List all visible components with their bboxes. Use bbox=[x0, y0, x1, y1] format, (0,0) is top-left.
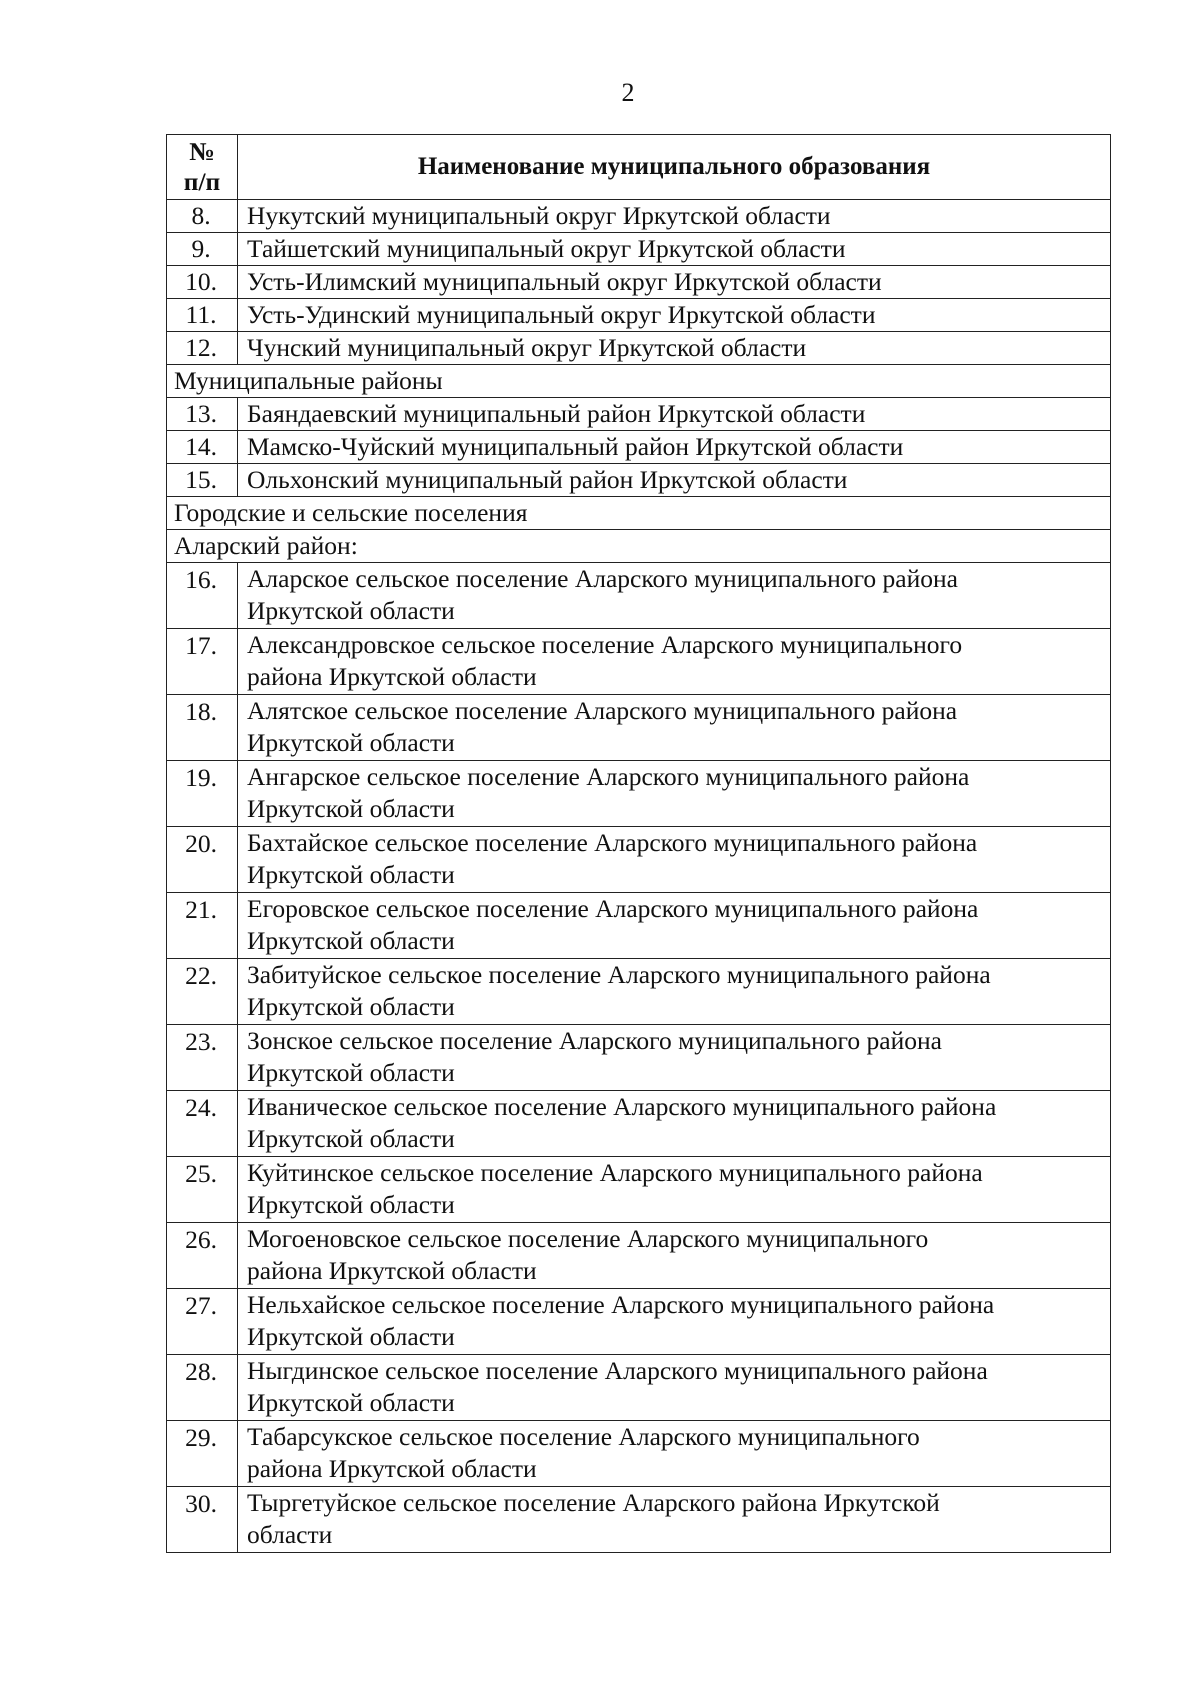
row-number: 25. bbox=[167, 1157, 238, 1223]
municipality-name-line1: Ангарское сельское поселение Аларского муниципального района bbox=[247, 762, 970, 791]
table-row bbox=[167, 266, 1111, 299]
page-number: 2 bbox=[621, 78, 635, 107]
row-number: 23. bbox=[167, 1025, 238, 1091]
municipality-name bbox=[238, 959, 1111, 1025]
table-row bbox=[167, 1223, 1111, 1289]
table-row bbox=[167, 959, 1111, 1025]
table-row bbox=[167, 233, 1111, 266]
table-row bbox=[167, 629, 1111, 695]
row-number: 13. bbox=[167, 398, 238, 431]
table-row bbox=[167, 1289, 1111, 1355]
municipality-name-line1: Аларское сельское поселение Аларского муниципального района bbox=[247, 564, 958, 593]
municipality-name-line1: Тыргетуйское сельское поселение Аларского района Иркутской bbox=[247, 1488, 940, 1517]
municipality-name: Усть-Илимский муниципальный округ Иркутской области bbox=[238, 266, 1111, 299]
row-number: 8. bbox=[167, 200, 238, 233]
municipality-name bbox=[238, 1289, 1111, 1355]
table-row bbox=[167, 332, 1111, 365]
row-number: 28. bbox=[167, 1355, 238, 1421]
municipality-name: Мамско-Чуйский муниципальный район Иркутской области bbox=[238, 431, 1111, 464]
municipality-name-line1: Егоровское сельское поселение Аларского муниципального района bbox=[247, 894, 979, 923]
municipality-name: Чунский муниципальный округ Иркутской области bbox=[238, 332, 1111, 365]
municipality-name: Усть-Удинский муниципальный округ Иркутской области bbox=[238, 299, 1111, 332]
row-number: 30. bbox=[167, 1487, 238, 1553]
section-title: Муниципальные районы bbox=[167, 365, 1111, 398]
municipality-name-line2: Иркутской области bbox=[247, 728, 455, 757]
municipality-name-line1: Алятское сельское поселение Аларского муниципального района bbox=[247, 696, 958, 725]
municipality-name-line2: Иркутской области bbox=[247, 794, 455, 823]
table-header-row bbox=[167, 135, 1111, 200]
table-row bbox=[167, 761, 1111, 827]
table-row bbox=[167, 893, 1111, 959]
row-number: 29. bbox=[167, 1421, 238, 1487]
municipality-name bbox=[238, 1025, 1111, 1091]
row-number: 22. bbox=[167, 959, 238, 1025]
row-number: 19. bbox=[167, 761, 238, 827]
row-number: 16. bbox=[167, 563, 238, 629]
municipality-name-line1: Нельхайское сельское поселение Аларского муниципального района bbox=[247, 1290, 995, 1319]
municipality-name-line1: Забитуйское сельское поселение Аларского муниципального района bbox=[247, 960, 991, 989]
municipality-name-line2: Иркутской области bbox=[247, 1124, 455, 1153]
municipality-name-line1: Зонское сельское поселение Аларского муниципального района bbox=[247, 1026, 942, 1055]
municipality-name-line1: Могоеновское сельское поселение Аларского муниципального bbox=[247, 1224, 929, 1253]
table-row bbox=[167, 464, 1111, 497]
municipality-name bbox=[238, 827, 1111, 893]
municipality-name-line2: Иркутской области bbox=[247, 1190, 455, 1219]
municipality-name-line1: Куйтинское сельское поселение Аларского муниципального района bbox=[247, 1158, 983, 1187]
table-row bbox=[167, 200, 1111, 233]
municipality-name-line1: Бахтайское сельское поселение Аларского муниципального района bbox=[247, 828, 978, 857]
municipality-name: Ольхонский муниципальный район Иркутской области bbox=[238, 464, 1111, 497]
row-number: 12. bbox=[167, 332, 238, 365]
municipality-name-line2: Иркутской области bbox=[247, 992, 455, 1021]
table-body bbox=[167, 200, 1111, 1553]
table-row bbox=[167, 1157, 1111, 1223]
column-header-number-line2: п/п bbox=[183, 167, 221, 196]
table-row bbox=[167, 1421, 1111, 1487]
municipality-name-line1: Александровское сельское поселение Аларского муниципального bbox=[247, 630, 963, 659]
municipality-name-line2: Иркутской области bbox=[247, 596, 455, 625]
table-row bbox=[167, 1091, 1111, 1157]
municipality-name: Баяндаевский муниципальный район Иркутской области bbox=[238, 398, 1111, 431]
municipal-registry-table bbox=[166, 134, 1111, 1553]
municipality-name: Нукутский муниципальный округ Иркутской области bbox=[238, 200, 1111, 233]
table-row bbox=[167, 1025, 1111, 1091]
table-row bbox=[167, 1487, 1111, 1553]
municipality-name: Тайшетский муниципальный округ Иркутской области bbox=[238, 233, 1111, 266]
table-row bbox=[167, 563, 1111, 629]
municipality-name bbox=[238, 1487, 1111, 1553]
municipality-name-line2: Иркутской области bbox=[247, 1322, 455, 1351]
row-number: 24. bbox=[167, 1091, 238, 1157]
municipality-name-line2: Иркутской области bbox=[247, 926, 455, 955]
municipality-name-line2: района Иркутской области bbox=[247, 1454, 537, 1483]
column-header-name: Наименование муниципального образования bbox=[238, 135, 1111, 200]
row-number: 9. bbox=[167, 233, 238, 266]
section-row bbox=[167, 530, 1111, 563]
municipality-name-line2: района Иркутской области bbox=[247, 662, 537, 691]
section-row bbox=[167, 365, 1111, 398]
municipality-name-line1: Табарсукское сельское поселение Аларского муниципального bbox=[247, 1422, 920, 1451]
section-title: Городские и сельские поселения bbox=[167, 497, 1111, 530]
table-row bbox=[167, 1355, 1111, 1421]
municipality-name bbox=[238, 629, 1111, 695]
municipality-name-line2: Иркутской области bbox=[247, 1388, 455, 1417]
row-number: 21. bbox=[167, 893, 238, 959]
municipality-name bbox=[238, 1157, 1111, 1223]
column-header-number bbox=[167, 135, 238, 200]
row-number: 26. bbox=[167, 1223, 238, 1289]
section-title: Аларский район: bbox=[167, 530, 1111, 563]
municipality-name-line1: Иваническое сельское поселение Аларского муниципального района bbox=[247, 1092, 997, 1121]
table-row bbox=[167, 398, 1111, 431]
table-row bbox=[167, 299, 1111, 332]
municipality-name-line2: Иркутской области bbox=[247, 860, 455, 889]
table-row bbox=[167, 827, 1111, 893]
row-number: 14. bbox=[167, 431, 238, 464]
municipality-name bbox=[238, 761, 1111, 827]
row-number: 11. bbox=[167, 299, 238, 332]
row-number: 27. bbox=[167, 1289, 238, 1355]
municipality-name bbox=[238, 1355, 1111, 1421]
row-number: 17. bbox=[167, 629, 238, 695]
municipality-name bbox=[238, 893, 1111, 959]
municipality-name-line2: района Иркутской области bbox=[247, 1256, 537, 1285]
column-header-number-line1: № bbox=[189, 137, 215, 166]
section-row bbox=[167, 497, 1111, 530]
municipality-name bbox=[238, 563, 1111, 629]
row-number: 15. bbox=[167, 464, 238, 497]
municipality-name bbox=[238, 695, 1111, 761]
municipality-name bbox=[238, 1223, 1111, 1289]
municipality-name-line2: области bbox=[247, 1520, 333, 1549]
row-number: 10. bbox=[167, 266, 238, 299]
row-number: 18. bbox=[167, 695, 238, 761]
municipality-name-line2: Иркутской области bbox=[247, 1058, 455, 1087]
row-number: 20. bbox=[167, 827, 238, 893]
municipality-name bbox=[238, 1091, 1111, 1157]
municipality-name-line1: Ныгдинское сельское поселение Аларского муниципального района bbox=[247, 1356, 988, 1385]
table-row bbox=[167, 695, 1111, 761]
municipality-name bbox=[238, 1421, 1111, 1487]
table-row bbox=[167, 431, 1111, 464]
